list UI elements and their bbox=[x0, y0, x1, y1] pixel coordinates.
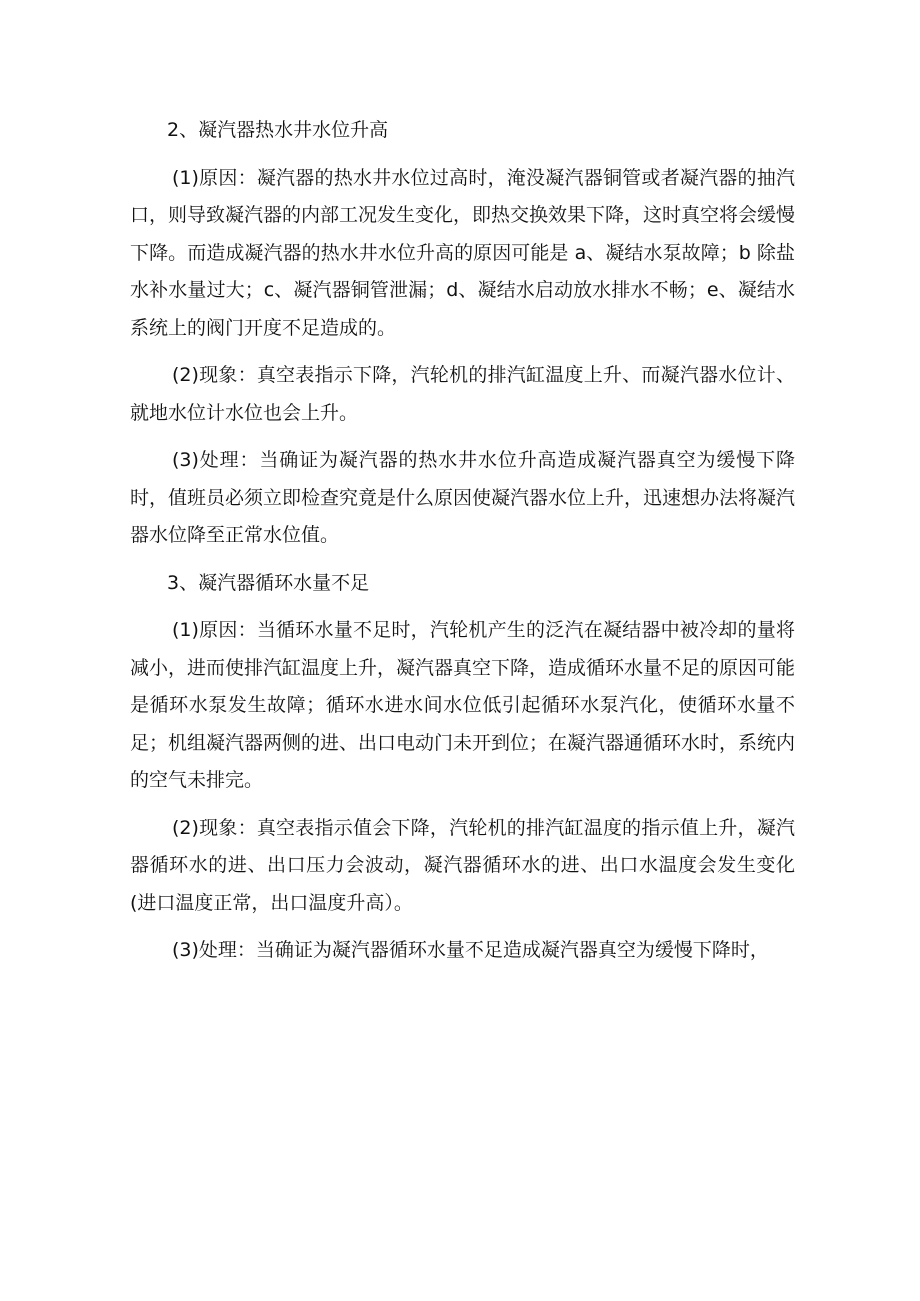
section-2-treatment: (3)处理：当确证为凝汽器的热水井水位升高造成凝汽器真空为缓慢下降时，值班员必须立即检查究竟是什么原因使凝汽器水位上升，迅速想办法将凝汽器水位降至正常水位值。 bbox=[130, 449, 796, 546]
section-3-treatment: (3)处理：当确证为凝汽器循环水量不足造成凝汽器真空为缓慢下降时， bbox=[172, 939, 769, 961]
section-3-heading: 3、凝汽器循环水量不足 bbox=[167, 571, 370, 594]
section-3-phenomenon: (2)现象：真空表指示值会下降，汽轮机的排汽缸温度的指示值上升，凝汽器循环水的进、出口压力会波动，凝汽器循环水的进、出口水温度会发生变化(进口温度正常，出口温度升高）。 bbox=[130, 816, 795, 914]
section-2-phenomenon: (2)现象：真空表指示下降，汽轮机的排汽缸温度上升、而凝汽器水位计、就地水位计水位也会上升。 bbox=[130, 364, 795, 424]
section-2-heading: 2、凝汽器热水井水位升高 bbox=[167, 119, 389, 141]
section-2-cause: (1)原因：凝汽器的热水井水位过高时，淹没凝汽器铜管或者凝汽器的抽汽口，则导致凝汽器的内部工况发生变化，即热交换效果下降，这时真空将会缓慢下降。而造成凝汽器的热水井水位升高的原因可能是 a、凝结水泵故障；b 除盐水补水量过大；c、凝汽器铜管泄漏；d、凝结水启动放水排水不畅；e、凝结水系统上的阀门开度不足造成的。 bbox=[130, 166, 796, 339]
section-3-cause: (1)原因：当循环水量不足时，汽轮机产生的泛汽在凝结器中被冷却的量将减小，进而使排汽缸温度上升，凝汽器真空下降，造成循环水量不足的原因可能是循环水泵发生故障；循环水进水间水位低引起循环水泵汽化，使循环水量不足；机组凝汽器两侧的进、出口电动门未开到位；在凝汽器通循环水时，系统内的空气未排完。 bbox=[130, 619, 796, 791]
document-body bbox=[130, 112, 795, 980]
